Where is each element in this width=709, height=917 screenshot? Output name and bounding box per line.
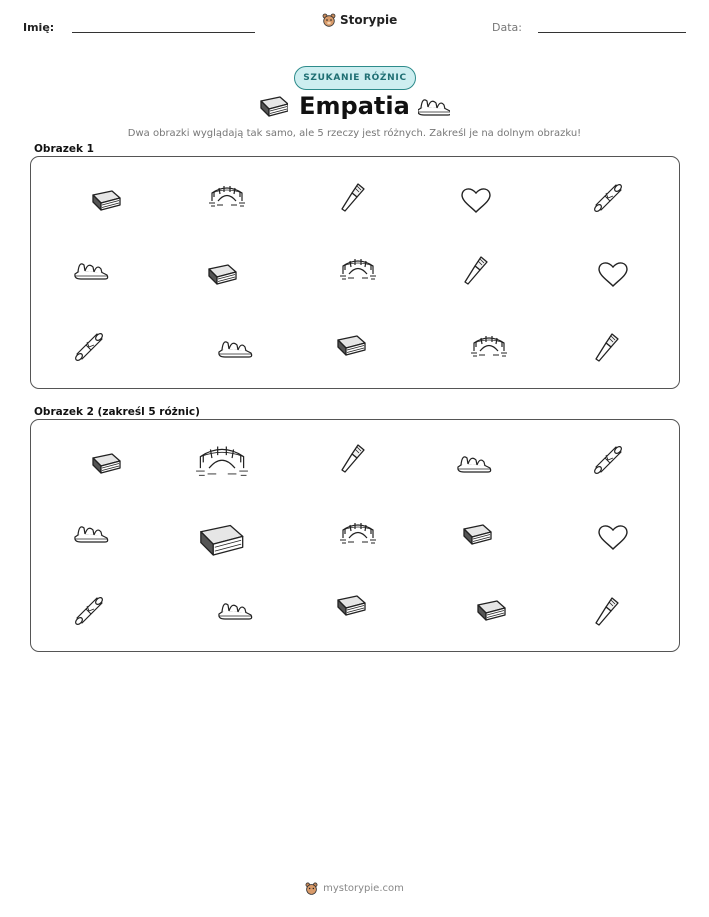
chisel-icon [588,331,628,365]
book-icon [331,328,371,362]
bridge-icon [469,328,509,362]
picture1-label: Obrazek 1 [34,143,94,155]
bridge-icon [207,178,247,212]
book-icon [86,183,126,217]
brand-logo [322,13,397,27]
scroll-icon[interactable] [588,442,628,476]
book-icon[interactable] [331,588,371,622]
bridge-icon[interactable] [193,435,251,484]
book-icon[interactable] [471,593,511,627]
sandal-icon[interactable] [215,593,255,627]
chisel-icon [334,181,374,215]
book-icon[interactable] [86,446,126,480]
date-field[interactable] [538,32,686,33]
heart-icon [593,257,633,291]
sandal-icon [215,331,255,365]
name-label: Imię: [23,21,55,34]
sandal-icon[interactable] [454,446,494,480]
bridge-icon [338,251,378,285]
brand-name: Storypie [340,13,398,27]
chisel-icon[interactable] [334,442,374,476]
instructions: Dwa obrazki wyglądają tak samo, ale 5 rzeczy jest różnych. Zakreśl je na dolnym obrazku! [127,128,582,139]
bridge-icon[interactable] [338,515,378,549]
sandal-icon [418,95,450,121]
activity-badge: SZUKANIE RÓŻNIC [294,66,416,90]
page-title: Empatia [299,92,410,120]
book-icon[interactable] [190,513,252,566]
chisel-icon [457,254,497,288]
footer [0,882,709,895]
picture2-label: Obrazek 2 (zakreśl 5 różnic) [34,406,200,418]
book-icon[interactable] [457,517,497,551]
sandal-icon [71,253,111,287]
bear-logo-icon [305,882,318,895]
scroll-icon [588,180,628,214]
book-icon [202,257,242,291]
bear-logo-icon [322,13,336,27]
name-field[interactable] [72,32,255,33]
scroll-icon[interactable] [69,593,109,627]
date-label: Data: [492,21,522,34]
scroll-icon [69,329,109,363]
footer-link[interactable]: mystorypie.com [323,883,404,894]
chisel-icon[interactable] [588,595,628,629]
sandal-icon[interactable] [71,516,111,550]
heart-icon [456,183,496,217]
heart-icon[interactable] [593,520,633,554]
